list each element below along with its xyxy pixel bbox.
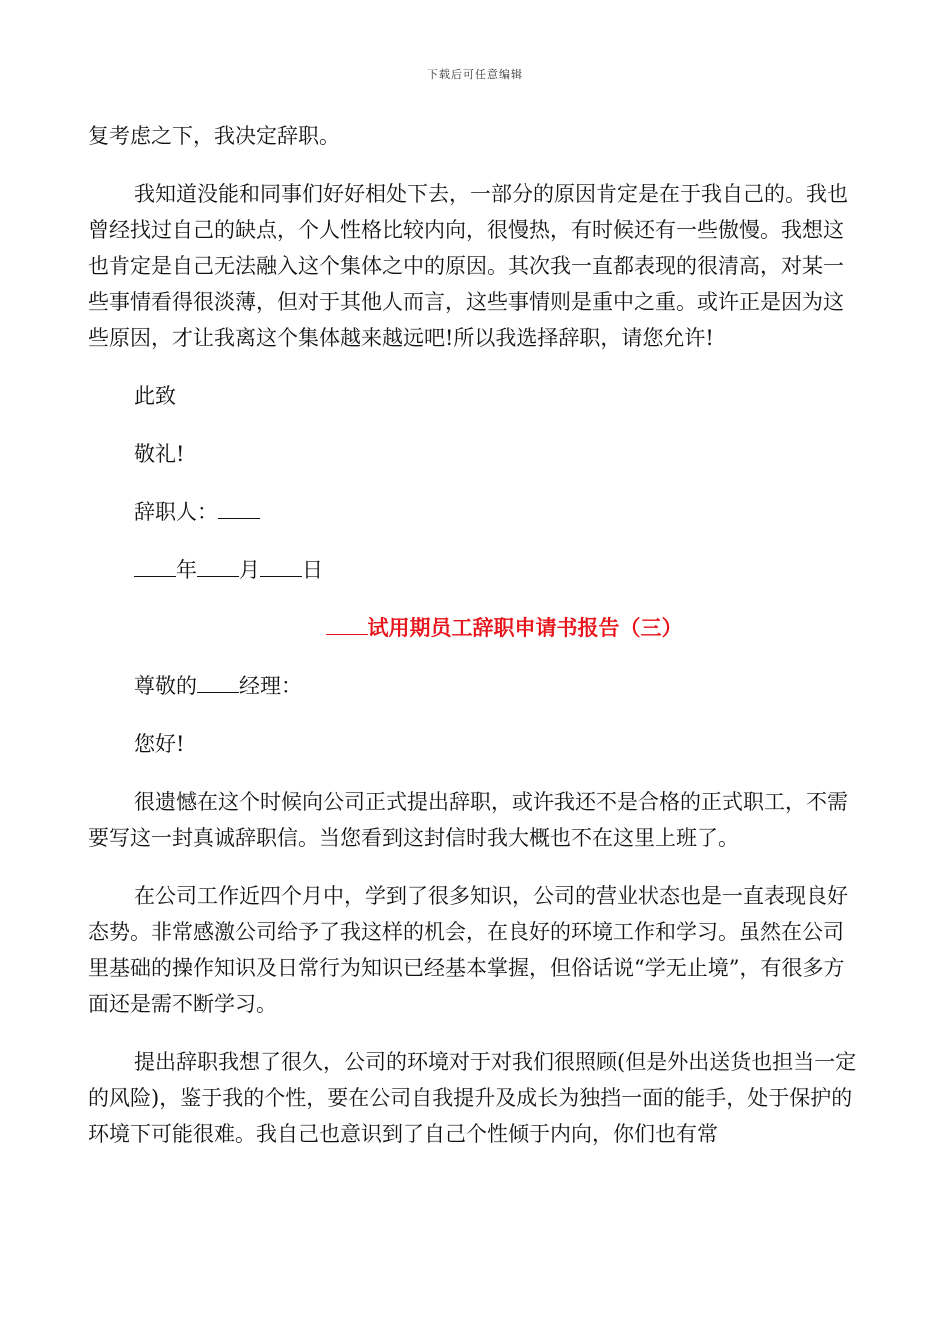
day-blank bbox=[260, 554, 302, 577]
salutation-suffix: 经理： bbox=[239, 674, 302, 698]
paragraph-reason: 提出辞职我想了很久，公司的环境对于对我们很照顾(但是外出送货也担当一定的风险)，鉴于我的个性，要在公司自我提升及成长为独挡一面的能手，处于保护的环境下可能很难。我自己也意识到了自己个性倾于内向，你们也有常 bbox=[88, 1050, 857, 1146]
salutation-line bbox=[134, 668, 860, 704]
closing-cizhi: 此致 bbox=[134, 384, 176, 408]
paragraph-work-experience: 在公司工作近四个月中，学到了很多知识，公司的营业状态也是一直表现良好态势。非常感激公司给予了我这样的机会，在良好的环境工作和学习。虽然在公司里基础的操作知识及日常行为知识已经基本掌握，但俗话说“学无止境”，有很多方面还是需不断学习。 bbox=[88, 884, 848, 1016]
section-title bbox=[88, 610, 860, 646]
greeting-line: 您好! bbox=[134, 732, 185, 756]
continuation-line: 复考虑之下，我决定辞职。 bbox=[88, 124, 340, 148]
date-month-label: 月 bbox=[239, 558, 260, 582]
manager-name-blank bbox=[197, 670, 239, 693]
page-header-note: 下载后可任意编辑 bbox=[427, 68, 523, 81]
signature-line bbox=[134, 494, 860, 530]
date-year-label: 年 bbox=[176, 558, 197, 582]
date-day-label: 日 bbox=[302, 558, 323, 582]
closing-jingli: 敬礼! bbox=[134, 442, 185, 466]
document-body bbox=[88, 118, 860, 1174]
signature-blank bbox=[218, 496, 260, 519]
date-line bbox=[134, 552, 860, 588]
title-blank bbox=[326, 612, 368, 635]
month-blank bbox=[197, 554, 239, 577]
signature-label: 辞职人： bbox=[134, 500, 218, 524]
salutation-prefix: 尊敬的 bbox=[134, 674, 197, 698]
section-title-text: 试用期员工辞职申请书报告（三） bbox=[367, 616, 683, 640]
paragraph-resignation-notice: 很遗憾在这个时候向公司正式提出辞职，或许我还不是合格的正式职工，不需要写这一封真诚辞职信。当您看到这封信时我大概也不在这里上班了。 bbox=[88, 790, 848, 850]
paragraph-self-reflection: 我知道没能和同事们好好相处下去，一部分的原因肯定是在于我自己的。我也曾经找过自己的缺点，个人性格比较内向，很慢热，有时候还有一些傲慢。我想这也肯定是自己无法融入这个集体之中的原因。其次我一直都表现的很清高，对某一些事情看得很淡薄，但对于其他人而言，这些事情则是重中之重。或许正是因为这些原因，才让我离这个集体越来越远吧!所以我选择辞职，请您允许! bbox=[88, 182, 848, 350]
year-blank bbox=[134, 554, 176, 577]
